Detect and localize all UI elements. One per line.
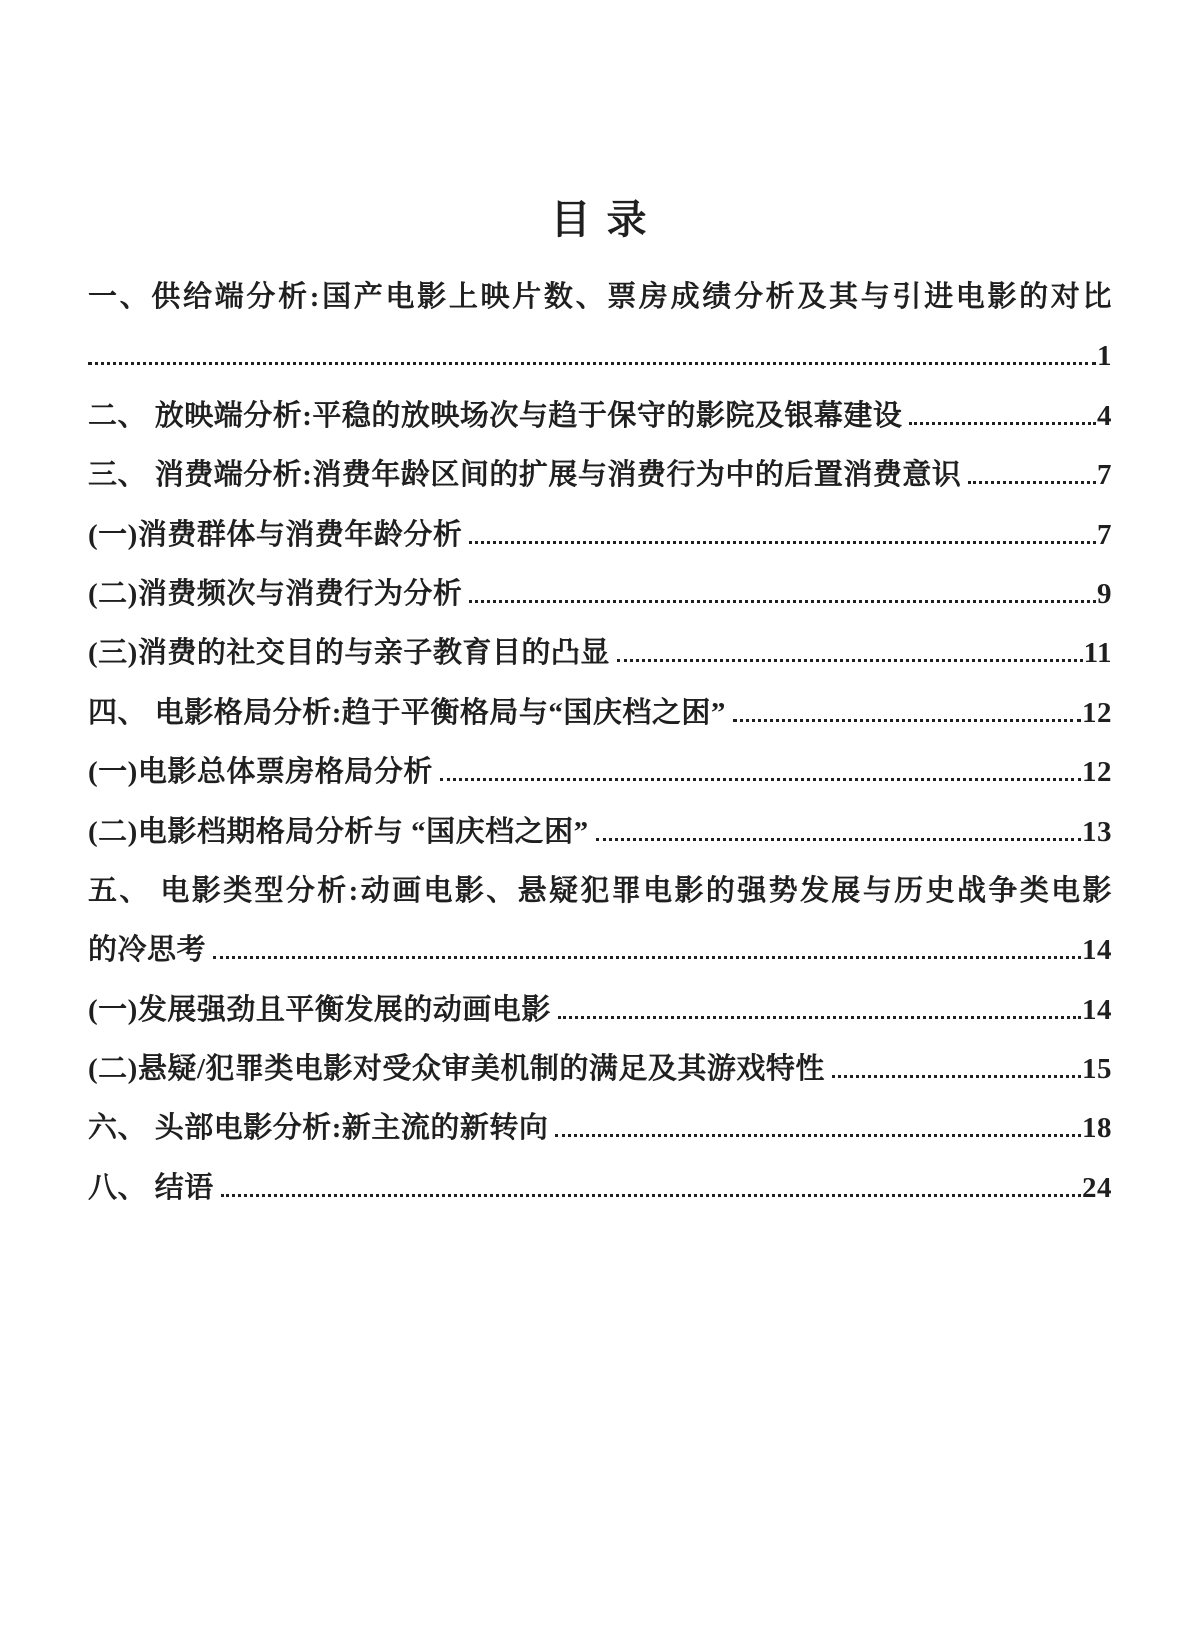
toc-entry-text: 二、 放映端分析:平稳的放映场次与趋于保守的影院及银幕建设 bbox=[88, 399, 903, 432]
toc-entry-page-number: 15 bbox=[1082, 1053, 1112, 1086]
toc-entry bbox=[88, 632, 1112, 691]
toc-entry-text: 三、 消费端分析:消费年龄区间的扩展与消费行为中的后置消费意识 bbox=[88, 459, 962, 492]
toc-entry bbox=[88, 454, 1112, 513]
toc-entry bbox=[88, 751, 1112, 810]
toc-dot-leader bbox=[469, 600, 1096, 603]
toc-entry bbox=[88, 276, 1112, 335]
toc-dot-leader bbox=[733, 719, 1081, 722]
page-title: 目 录 bbox=[550, 197, 650, 242]
toc-entry-page-number: 24 bbox=[1082, 1171, 1112, 1204]
toc-entry-text: (二)悬疑/犯罪类电影对受众审美机制的满足及其游戏特性 bbox=[88, 1053, 825, 1086]
toc-entry-text: 一、供给端分析:国产电影上映片数、票房成绩分析及其与引进电影的对比 bbox=[88, 281, 1112, 313]
toc-entry-text: 四、 电影格局分析:趋于平衡格局与“国庆档之困” bbox=[88, 696, 726, 729]
toc-entry-page-number: 18 bbox=[1082, 1112, 1112, 1145]
toc-list bbox=[88, 276, 1112, 1226]
toc-dot-leader bbox=[558, 1016, 1081, 1019]
toc-entry-page-number: 14 bbox=[1082, 934, 1112, 967]
toc-entry-page-number: 7 bbox=[1097, 459, 1112, 492]
toc-dot-leader bbox=[617, 659, 1083, 662]
toc-entry bbox=[88, 514, 1112, 573]
toc-entry-page-number: 12 bbox=[1082, 696, 1112, 729]
toc-entry-text: (二)电影档期格局分析与 “国庆档之困” bbox=[88, 815, 589, 848]
toc-entry-text: (一)发展强劲且平衡发展的动画电影 bbox=[88, 993, 551, 1026]
toc-entry-text: 五、 电影类型分析:动画电影、悬疑犯罪电影的强势发展与历史战争类电影 bbox=[88, 874, 1112, 907]
toc-entry-page-number: 12 bbox=[1082, 756, 1112, 789]
toc-entry bbox=[88, 395, 1112, 454]
toc-entry-page-number: 11 bbox=[1083, 637, 1112, 670]
toc-entry-text: 的冷思考 bbox=[88, 934, 207, 967]
toc-dot-leader bbox=[555, 1134, 1081, 1137]
toc-entry-page-number: 4 bbox=[1097, 399, 1112, 432]
toc-entry bbox=[88, 573, 1112, 632]
toc-dot-leader bbox=[596, 838, 1081, 841]
toc-entry bbox=[88, 692, 1112, 751]
toc-entry-page-number: 1 bbox=[1097, 340, 1112, 373]
toc-dot-leader bbox=[469, 541, 1096, 544]
toc-entry-text: (二)消费频次与消费行为分析 bbox=[88, 577, 463, 610]
toc-dot-leader bbox=[213, 956, 1081, 959]
toc-entry-page-number: 7 bbox=[1097, 518, 1112, 551]
toc-entry-page-number: 14 bbox=[1082, 993, 1112, 1026]
toc-entry bbox=[88, 811, 1112, 870]
toc-dot-leader bbox=[968, 481, 1096, 484]
toc-entry bbox=[88, 335, 1112, 394]
toc-entry-text: 八、 结语 bbox=[88, 1171, 214, 1204]
toc-entry-page-number: 13 bbox=[1082, 815, 1112, 848]
toc-dot-leader bbox=[88, 362, 1096, 365]
toc-dot-leader bbox=[909, 422, 1096, 425]
toc-entry-text: 六、 头部电影分析:新主流的新转向 bbox=[88, 1112, 549, 1145]
toc-entry bbox=[88, 929, 1112, 988]
toc-entry-text: (一)消费群体与消费年龄分析 bbox=[88, 518, 463, 551]
toc-dot-leader bbox=[832, 1075, 1081, 1078]
toc-entry-page-number: 9 bbox=[1097, 577, 1112, 610]
toc-entry bbox=[88, 1107, 1112, 1166]
toc-entry bbox=[88, 989, 1112, 1048]
toc-entry bbox=[88, 1048, 1112, 1107]
toc-entry-text: (三)消费的社交目的与亲子教育目的凸显 bbox=[88, 637, 610, 670]
toc-dot-leader bbox=[221, 1194, 1081, 1197]
toc-entry bbox=[88, 870, 1112, 929]
toc-entry-text: (一)电影总体票房格局分析 bbox=[88, 756, 433, 789]
toc-dot-leader bbox=[440, 778, 1081, 781]
toc-entry bbox=[88, 1167, 1112, 1226]
